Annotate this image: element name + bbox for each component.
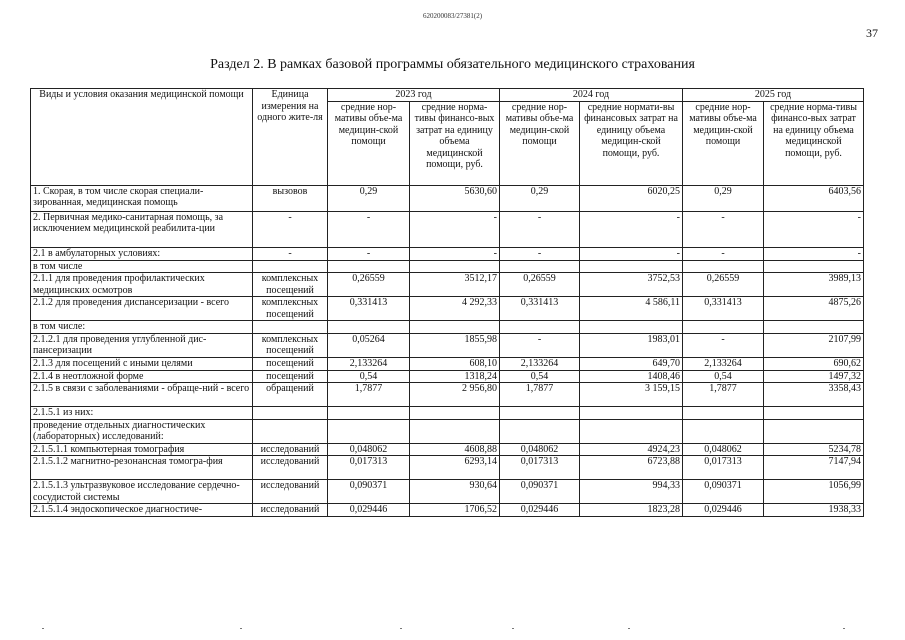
- row-unit: исследований: [253, 443, 328, 456]
- volume-2024: [500, 321, 580, 334]
- table-row: [31, 480, 864, 504]
- cost-2025: 6403,56: [764, 185, 864, 211]
- volume-2025: 0,331413: [683, 297, 764, 321]
- table-row: [31, 504, 864, 517]
- row-name: 2.1.4 в неотложной форме: [31, 370, 253, 383]
- cost-2025: [764, 419, 864, 443]
- header-cost-2023: средние норма-тивы финансо-вых затрат на единицу объема медицинской помощи, руб.: [410, 101, 500, 185]
- volume-2025: [683, 321, 764, 334]
- volume-2023: [328, 321, 410, 334]
- table-row: [31, 247, 864, 260]
- row-unit: исследований: [253, 504, 328, 517]
- cost-2024: 4 586,11: [580, 297, 683, 321]
- header-year-2024: 2024 год: [500, 89, 683, 102]
- row-unit: [253, 419, 328, 443]
- volume-2024: [500, 260, 580, 273]
- cost-2023: 6293,14: [410, 456, 500, 480]
- row-name: 2.1.5.1.3 ультразвуковое исследование сердечно-сосудистой системы: [31, 480, 253, 504]
- table-row: [31, 407, 864, 420]
- volume-2024: 0,331413: [500, 297, 580, 321]
- cost-2024: 994,33: [580, 480, 683, 504]
- row-name: 2.1.5.1.1 компьютерная томография: [31, 443, 253, 456]
- row-name: в том числе:: [31, 321, 253, 334]
- volume-2023: 0,331413: [328, 297, 410, 321]
- cost-2024: 6020,25: [580, 185, 683, 211]
- cost-2025: 3358,43: [764, 383, 864, 407]
- cost-2023: 2 956,80: [410, 383, 500, 407]
- volume-2025: 0,090371: [683, 480, 764, 504]
- cost-2023: 1706,52: [410, 504, 500, 517]
- cost-2025: 2107,99: [764, 333, 864, 357]
- row-unit: исследований: [253, 480, 328, 504]
- volume-2023: 1,7877: [328, 383, 410, 407]
- cost-2023: [410, 419, 500, 443]
- cost-2023: [410, 321, 500, 334]
- volume-2024: 0,29: [500, 185, 580, 211]
- row-name: 2.1.2 для проведения диспансеризации - всего: [31, 297, 253, 321]
- row-unit: вызовов: [253, 185, 328, 211]
- cost-2025: 3989,13: [764, 273, 864, 297]
- volume-2025: 2,133264: [683, 357, 764, 370]
- header-volume-2023: средние нор-мативы объе-ма медицин-ской помощи: [328, 101, 410, 185]
- table-row: [31, 211, 864, 247]
- cost-2025: 1056,99: [764, 480, 864, 504]
- header-cost-2025: средние норма-тивы финансо-вых затрат на единицу объема медицинской помощи, руб.: [764, 101, 864, 185]
- table-row: [31, 273, 864, 297]
- cost-2024: 3 159,15: [580, 383, 683, 407]
- volume-2025: -: [683, 247, 764, 260]
- cost-2023: 1318,24: [410, 370, 500, 383]
- row-unit: посещений: [253, 370, 328, 383]
- cost-2023: [410, 407, 500, 420]
- volume-2025: 0,26559: [683, 273, 764, 297]
- volume-2024: 0,029446: [500, 504, 580, 517]
- table-row: [31, 357, 864, 370]
- scan-specks: [0, 628, 905, 636]
- volume-2024: 0,54: [500, 370, 580, 383]
- cost-2023: 4 292,33: [410, 297, 500, 321]
- table-row: [31, 321, 864, 334]
- cost-2024: [580, 260, 683, 273]
- table-row: [31, 456, 864, 480]
- volume-2025: 1,7877: [683, 383, 764, 407]
- cost-2025: -: [764, 247, 864, 260]
- row-unit: [253, 321, 328, 334]
- volume-2023: 0,05264: [328, 333, 410, 357]
- volume-2024: -: [500, 333, 580, 357]
- row-name: 1. Скорая, в том числе скорая специали-зированная, медицинская помощь: [31, 185, 253, 211]
- cost-2024: 649,70: [580, 357, 683, 370]
- cost-2025: [764, 321, 864, 334]
- volume-2025: 0,029446: [683, 504, 764, 517]
- cost-2025: 4875,26: [764, 297, 864, 321]
- cost-2024: [580, 321, 683, 334]
- row-name: 2.1 в амбулаторных условиях:: [31, 247, 253, 260]
- row-name: 2.1.5.1.2 магнитно-резонансная томогра-фия: [31, 456, 253, 480]
- row-unit: комплексных посещений: [253, 273, 328, 297]
- table-row: [31, 333, 864, 357]
- cost-2023: 4608,88: [410, 443, 500, 456]
- row-name: 2.1.5 в связи с заболеваниями - обраще-ний - всего: [31, 383, 253, 407]
- volume-2025: 0,017313: [683, 456, 764, 480]
- cost-2024: 3752,53: [580, 273, 683, 297]
- volume-2023: -: [328, 211, 410, 247]
- cost-2023: 930,64: [410, 480, 500, 504]
- volume-2023: -: [328, 247, 410, 260]
- table-row: [31, 297, 864, 321]
- volume-2024: -: [500, 211, 580, 247]
- row-name: 2. Первичная медико-санитарная помощь, за исключением медицинской реабилита-ции: [31, 211, 253, 247]
- volume-2023: 0,090371: [328, 480, 410, 504]
- table-row: [31, 185, 864, 211]
- table-row: [31, 370, 864, 383]
- cost-2024: [580, 407, 683, 420]
- norms-table: [30, 88, 864, 517]
- row-name: 2.1.5.1.4 эндоскопическое диагностиче-: [31, 504, 253, 517]
- row-unit: комплексных посещений: [253, 333, 328, 357]
- row-name: 2.1.2.1 для проведения углубленной дис-пансеризации: [31, 333, 253, 357]
- header-volume-2024: средние нор-мативы объе-ма медицин-ской помощи: [500, 101, 580, 185]
- volume-2024: [500, 407, 580, 420]
- cost-2024: 6723,88: [580, 456, 683, 480]
- volume-2025: [683, 407, 764, 420]
- volume-2023: [328, 419, 410, 443]
- header-cost-2024: средние нормати-вы финансовых затрат на единицу объема медицин-ской помощи, руб.: [580, 101, 683, 185]
- volume-2025: 0,29: [683, 185, 764, 211]
- header-volume-2025: средние нор-мативы объе-ма медицин-ской помощи: [683, 101, 764, 185]
- volume-2023: 0,017313: [328, 456, 410, 480]
- header-type-of-care: Виды и условия оказания медицинской помощи: [31, 89, 253, 186]
- row-unit: обращений: [253, 383, 328, 407]
- volume-2023: 2,133264: [328, 357, 410, 370]
- row-name: 2.1.5.1 из них:: [31, 407, 253, 420]
- document-id: 620200083/27381(2): [422, 12, 483, 20]
- header-year-2025: 2025 год: [683, 89, 864, 102]
- cost-2024: 1983,01: [580, 333, 683, 357]
- cost-2024: -: [580, 247, 683, 260]
- row-unit: комплексных посещений: [253, 297, 328, 321]
- cost-2025: 1938,33: [764, 504, 864, 517]
- cost-2025: -: [764, 211, 864, 247]
- row-unit: -: [253, 211, 328, 247]
- row-unit: исследований: [253, 456, 328, 480]
- volume-2024: 2,133264: [500, 357, 580, 370]
- cost-2024: 4924,23: [580, 443, 683, 456]
- table-row: [31, 383, 864, 407]
- volume-2024: 0,26559: [500, 273, 580, 297]
- cost-2023: 608,10: [410, 357, 500, 370]
- header-year-2023: 2023 год: [328, 89, 500, 102]
- row-name: проведение отдельных диагностических (лабораторных) исследований:: [31, 419, 253, 443]
- cost-2023: [410, 260, 500, 273]
- cost-2025: [764, 407, 864, 420]
- row-unit: -: [253, 247, 328, 260]
- cost-2023: -: [410, 211, 500, 247]
- row-name: 2.1.1 для проведения профилактических медицинских осмотров: [31, 273, 253, 297]
- cost-2024: 1408,46: [580, 370, 683, 383]
- table-row: [31, 419, 864, 443]
- volume-2024: -: [500, 247, 580, 260]
- volume-2023: 0,54: [328, 370, 410, 383]
- row-name: в том числе: [31, 260, 253, 273]
- volume-2023: [328, 407, 410, 420]
- cost-2025: 5234,78: [764, 443, 864, 456]
- volume-2024: 0,017313: [500, 456, 580, 480]
- cost-2025: 7147,94: [764, 456, 864, 480]
- cost-2023: 5630,60: [410, 185, 500, 211]
- row-unit: посещений: [253, 357, 328, 370]
- header-unit: Единица измерения на одного жите-ля: [253, 89, 328, 186]
- volume-2025: -: [683, 211, 764, 247]
- section-title: Раздел 2. В рамках базовой программы обязательного медицинского страхования: [210, 57, 695, 72]
- volume-2025: [683, 419, 764, 443]
- row-unit: [253, 407, 328, 420]
- cost-2024: 1823,28: [580, 504, 683, 517]
- volume-2024: 0,090371: [500, 480, 580, 504]
- volume-2025: [683, 260, 764, 273]
- volume-2024: [500, 419, 580, 443]
- volume-2023: 0,048062: [328, 443, 410, 456]
- cost-2023: 3512,17: [410, 273, 500, 297]
- volume-2024: 0,048062: [500, 443, 580, 456]
- cost-2023: -: [410, 247, 500, 260]
- volume-2023: 0,29: [328, 185, 410, 211]
- table-row: [31, 260, 864, 273]
- cost-2023: 1855,98: [410, 333, 500, 357]
- volume-2024: 1,7877: [500, 383, 580, 407]
- volume-2025: 0,54: [683, 370, 764, 383]
- row-name: 2.1.3 для посещений с иными целями: [31, 357, 253, 370]
- cost-2024: -: [580, 211, 683, 247]
- cost-2024: [580, 419, 683, 443]
- row-unit: [253, 260, 328, 273]
- cost-2025: 690,62: [764, 357, 864, 370]
- cost-2025: [764, 260, 864, 273]
- volume-2023: 0,029446: [328, 504, 410, 517]
- volume-2023: 0,26559: [328, 273, 410, 297]
- volume-2023: [328, 260, 410, 273]
- cost-2025: 1497,32: [764, 370, 864, 383]
- volume-2025: 0,048062: [683, 443, 764, 456]
- page-number: 37: [866, 26, 878, 40]
- table-row: [31, 443, 864, 456]
- volume-2025: -: [683, 333, 764, 357]
